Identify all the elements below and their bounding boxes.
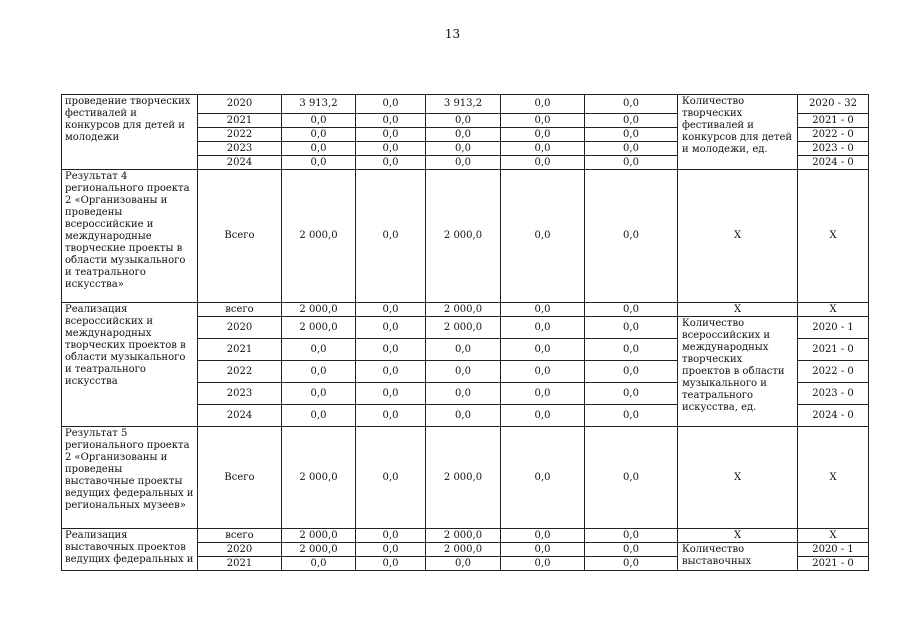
year-cell: 2020: [198, 543, 282, 557]
amount-cell: 0,0: [356, 339, 426, 361]
amount-cell: 2 000,0: [426, 427, 501, 529]
total-row: [62, 529, 869, 543]
amount-cell: 0,0: [585, 128, 678, 142]
amount-cell: 2 000,0: [426, 317, 501, 339]
year-cell: 2020: [198, 95, 282, 114]
amount-cell: 2 000,0: [426, 543, 501, 557]
indicator-cell: X: [678, 427, 798, 529]
amount-cell: 0,0: [585, 95, 678, 114]
item-name-cell: проведение творческих фестивалей и конкурсов для детей и молодежи: [62, 95, 198, 170]
amount-cell: 0,0: [426, 156, 501, 170]
amount-cell: 0,0: [585, 557, 678, 571]
amount-cell: 2 000,0: [282, 427, 356, 529]
amount-cell: 0,0: [356, 405, 426, 427]
item-name-cell: Реализация выставочных проектов ведущих федеральных и: [62, 529, 198, 571]
amount-cell: 0,0: [282, 557, 356, 571]
amount-cell: 0,0: [356, 170, 426, 303]
amount-cell: 0,0: [356, 317, 426, 339]
financing-table: [61, 94, 869, 571]
amount-cell: 0,0: [282, 339, 356, 361]
amount-cell: 0,0: [501, 361, 585, 383]
year-cell: всего: [198, 303, 282, 317]
target-cell: 2022 - 0: [798, 128, 869, 142]
year-cell: 2022: [198, 361, 282, 383]
amount-cell: 2 000,0: [426, 529, 501, 543]
amount-cell: 0,0: [585, 114, 678, 128]
amount-cell: 0,0: [585, 361, 678, 383]
indicator-cell: Количество выставочных: [678, 543, 798, 571]
amount-cell: 0,0: [501, 114, 585, 128]
year-cell: 2021: [198, 557, 282, 571]
amount-cell: 0,0: [356, 303, 426, 317]
target-cell: 2020 - 32: [798, 95, 869, 114]
year-cell: Всего: [198, 427, 282, 529]
amount-cell: 0,0: [356, 142, 426, 156]
amount-cell: 0,0: [585, 405, 678, 427]
year-cell: 2021: [198, 339, 282, 361]
target-cell: 2021 - 0: [798, 114, 869, 128]
target-cell: 2020 - 1: [798, 317, 869, 339]
amount-cell: 0,0: [585, 339, 678, 361]
total-row: [62, 303, 869, 317]
amount-cell: 0,0: [426, 128, 501, 142]
target-cell: 2020 - 1: [798, 543, 869, 557]
year-cell: всего: [198, 529, 282, 543]
amount-cell: 0,0: [426, 361, 501, 383]
amount-cell: 2 000,0: [426, 303, 501, 317]
target-cell: 2021 - 0: [798, 339, 869, 361]
target-cell: 2021 - 0: [798, 557, 869, 571]
amount-cell: 0,0: [501, 405, 585, 427]
amount-cell: 0,0: [585, 383, 678, 405]
amount-cell: 0,0: [356, 156, 426, 170]
year-cell: 2023: [198, 142, 282, 156]
amount-cell: 0,0: [282, 128, 356, 142]
amount-cell: 0,0: [501, 303, 585, 317]
amount-cell: 0,0: [501, 142, 585, 156]
amount-cell: 0,0: [356, 427, 426, 529]
amount-cell: 0,0: [356, 543, 426, 557]
page-number: 13: [444, 27, 461, 41]
amount-cell: 0,0: [585, 142, 678, 156]
amount-cell: 0,0: [426, 339, 501, 361]
amount-cell: 2 000,0: [282, 317, 356, 339]
result-row: [62, 427, 869, 529]
amount-cell: 2 000,0: [426, 170, 501, 303]
amount-cell: 0,0: [501, 557, 585, 571]
indicator-cell: X: [678, 529, 798, 543]
amount-cell: 0,0: [426, 114, 501, 128]
target-cell: 2024 - 0: [798, 405, 869, 427]
indicator-cell: Количество всероссийских и международных творческих проектов в области музыкального и театрального искусства, ед.: [678, 317, 798, 427]
result-row: [62, 170, 869, 303]
amount-cell: 0,0: [356, 128, 426, 142]
target-cell: 2023 - 0: [798, 142, 869, 156]
amount-cell: 3 913,2: [282, 95, 356, 114]
target-cell: X: [798, 427, 869, 529]
amount-cell: 2 000,0: [282, 529, 356, 543]
amount-cell: 0,0: [501, 95, 585, 114]
year-cell: 2021: [198, 114, 282, 128]
item-name-cell: Реализация всероссийских и международных творческих проектов в области музыкального и театрального искусства: [62, 303, 198, 427]
amount-cell: 0,0: [501, 156, 585, 170]
amount-cell: 0,0: [426, 142, 501, 156]
amount-cell: 0,0: [356, 383, 426, 405]
indicator-cell: X: [678, 303, 798, 317]
amount-cell: 0,0: [585, 529, 678, 543]
amount-cell: 2 000,0: [282, 170, 356, 303]
year-cell: 2024: [198, 405, 282, 427]
target-cell: X: [798, 170, 869, 303]
target-cell: 2023 - 0: [798, 383, 869, 405]
indicator-cell: X: [678, 170, 798, 303]
year-cell: Всего: [198, 170, 282, 303]
amount-cell: 0,0: [585, 427, 678, 529]
amount-cell: 0,0: [585, 317, 678, 339]
amount-cell: 0,0: [282, 142, 356, 156]
amount-cell: 0,0: [282, 383, 356, 405]
result-name-cell: Результат 5 регионального проекта 2 «Организованы и проведены выставочные проекты ведущих федеральных и региональных музеев»: [62, 427, 198, 529]
amount-cell: 0,0: [356, 557, 426, 571]
result-name-cell: Результат 4 регионального проекта 2 «Организованы и проведены всероссийские и международные творческие проекты в области музыкального и театрального искусства»: [62, 170, 198, 303]
target-cell: 2022 - 0: [798, 361, 869, 383]
amount-cell: 0,0: [282, 156, 356, 170]
amount-cell: 0,0: [282, 361, 356, 383]
amount-cell: 0,0: [501, 383, 585, 405]
amount-cell: 0,0: [426, 557, 501, 571]
target-cell: X: [798, 303, 869, 317]
indicator-cell: Количество творческих фестивалей и конкурсов для детей и молодежи, ед.: [678, 95, 798, 170]
amount-cell: 0,0: [585, 543, 678, 557]
amount-cell: 0,0: [585, 170, 678, 303]
amount-cell: 2 000,0: [282, 543, 356, 557]
amount-cell: 0,0: [501, 317, 585, 339]
amount-cell: 0,0: [501, 529, 585, 543]
amount-cell: 0,0: [282, 114, 356, 128]
amount-cell: 3 913,2: [426, 95, 501, 114]
amount-cell: 0,0: [356, 95, 426, 114]
year-cell: 2024: [198, 156, 282, 170]
year-cell: 2020: [198, 317, 282, 339]
amount-cell: 0,0: [501, 339, 585, 361]
amount-cell: 0,0: [426, 383, 501, 405]
amount-cell: 2 000,0: [282, 303, 356, 317]
amount-cell: 0,0: [585, 156, 678, 170]
amount-cell: 0,0: [585, 303, 678, 317]
year-cell: 2022: [198, 128, 282, 142]
amount-cell: 0,0: [501, 543, 585, 557]
amount-cell: 0,0: [282, 405, 356, 427]
amount-cell: 0,0: [426, 405, 501, 427]
amount-cell: 0,0: [356, 114, 426, 128]
amount-cell: 0,0: [356, 529, 426, 543]
amount-cell: 0,0: [501, 170, 585, 303]
amount-cell: 0,0: [501, 128, 585, 142]
target-cell: X: [798, 529, 869, 543]
target-cell: 2024 - 0: [798, 156, 869, 170]
year-cell: 2023: [198, 383, 282, 405]
amount-cell: 0,0: [356, 361, 426, 383]
table-row: [62, 95, 869, 114]
amount-cell: 0,0: [501, 427, 585, 529]
